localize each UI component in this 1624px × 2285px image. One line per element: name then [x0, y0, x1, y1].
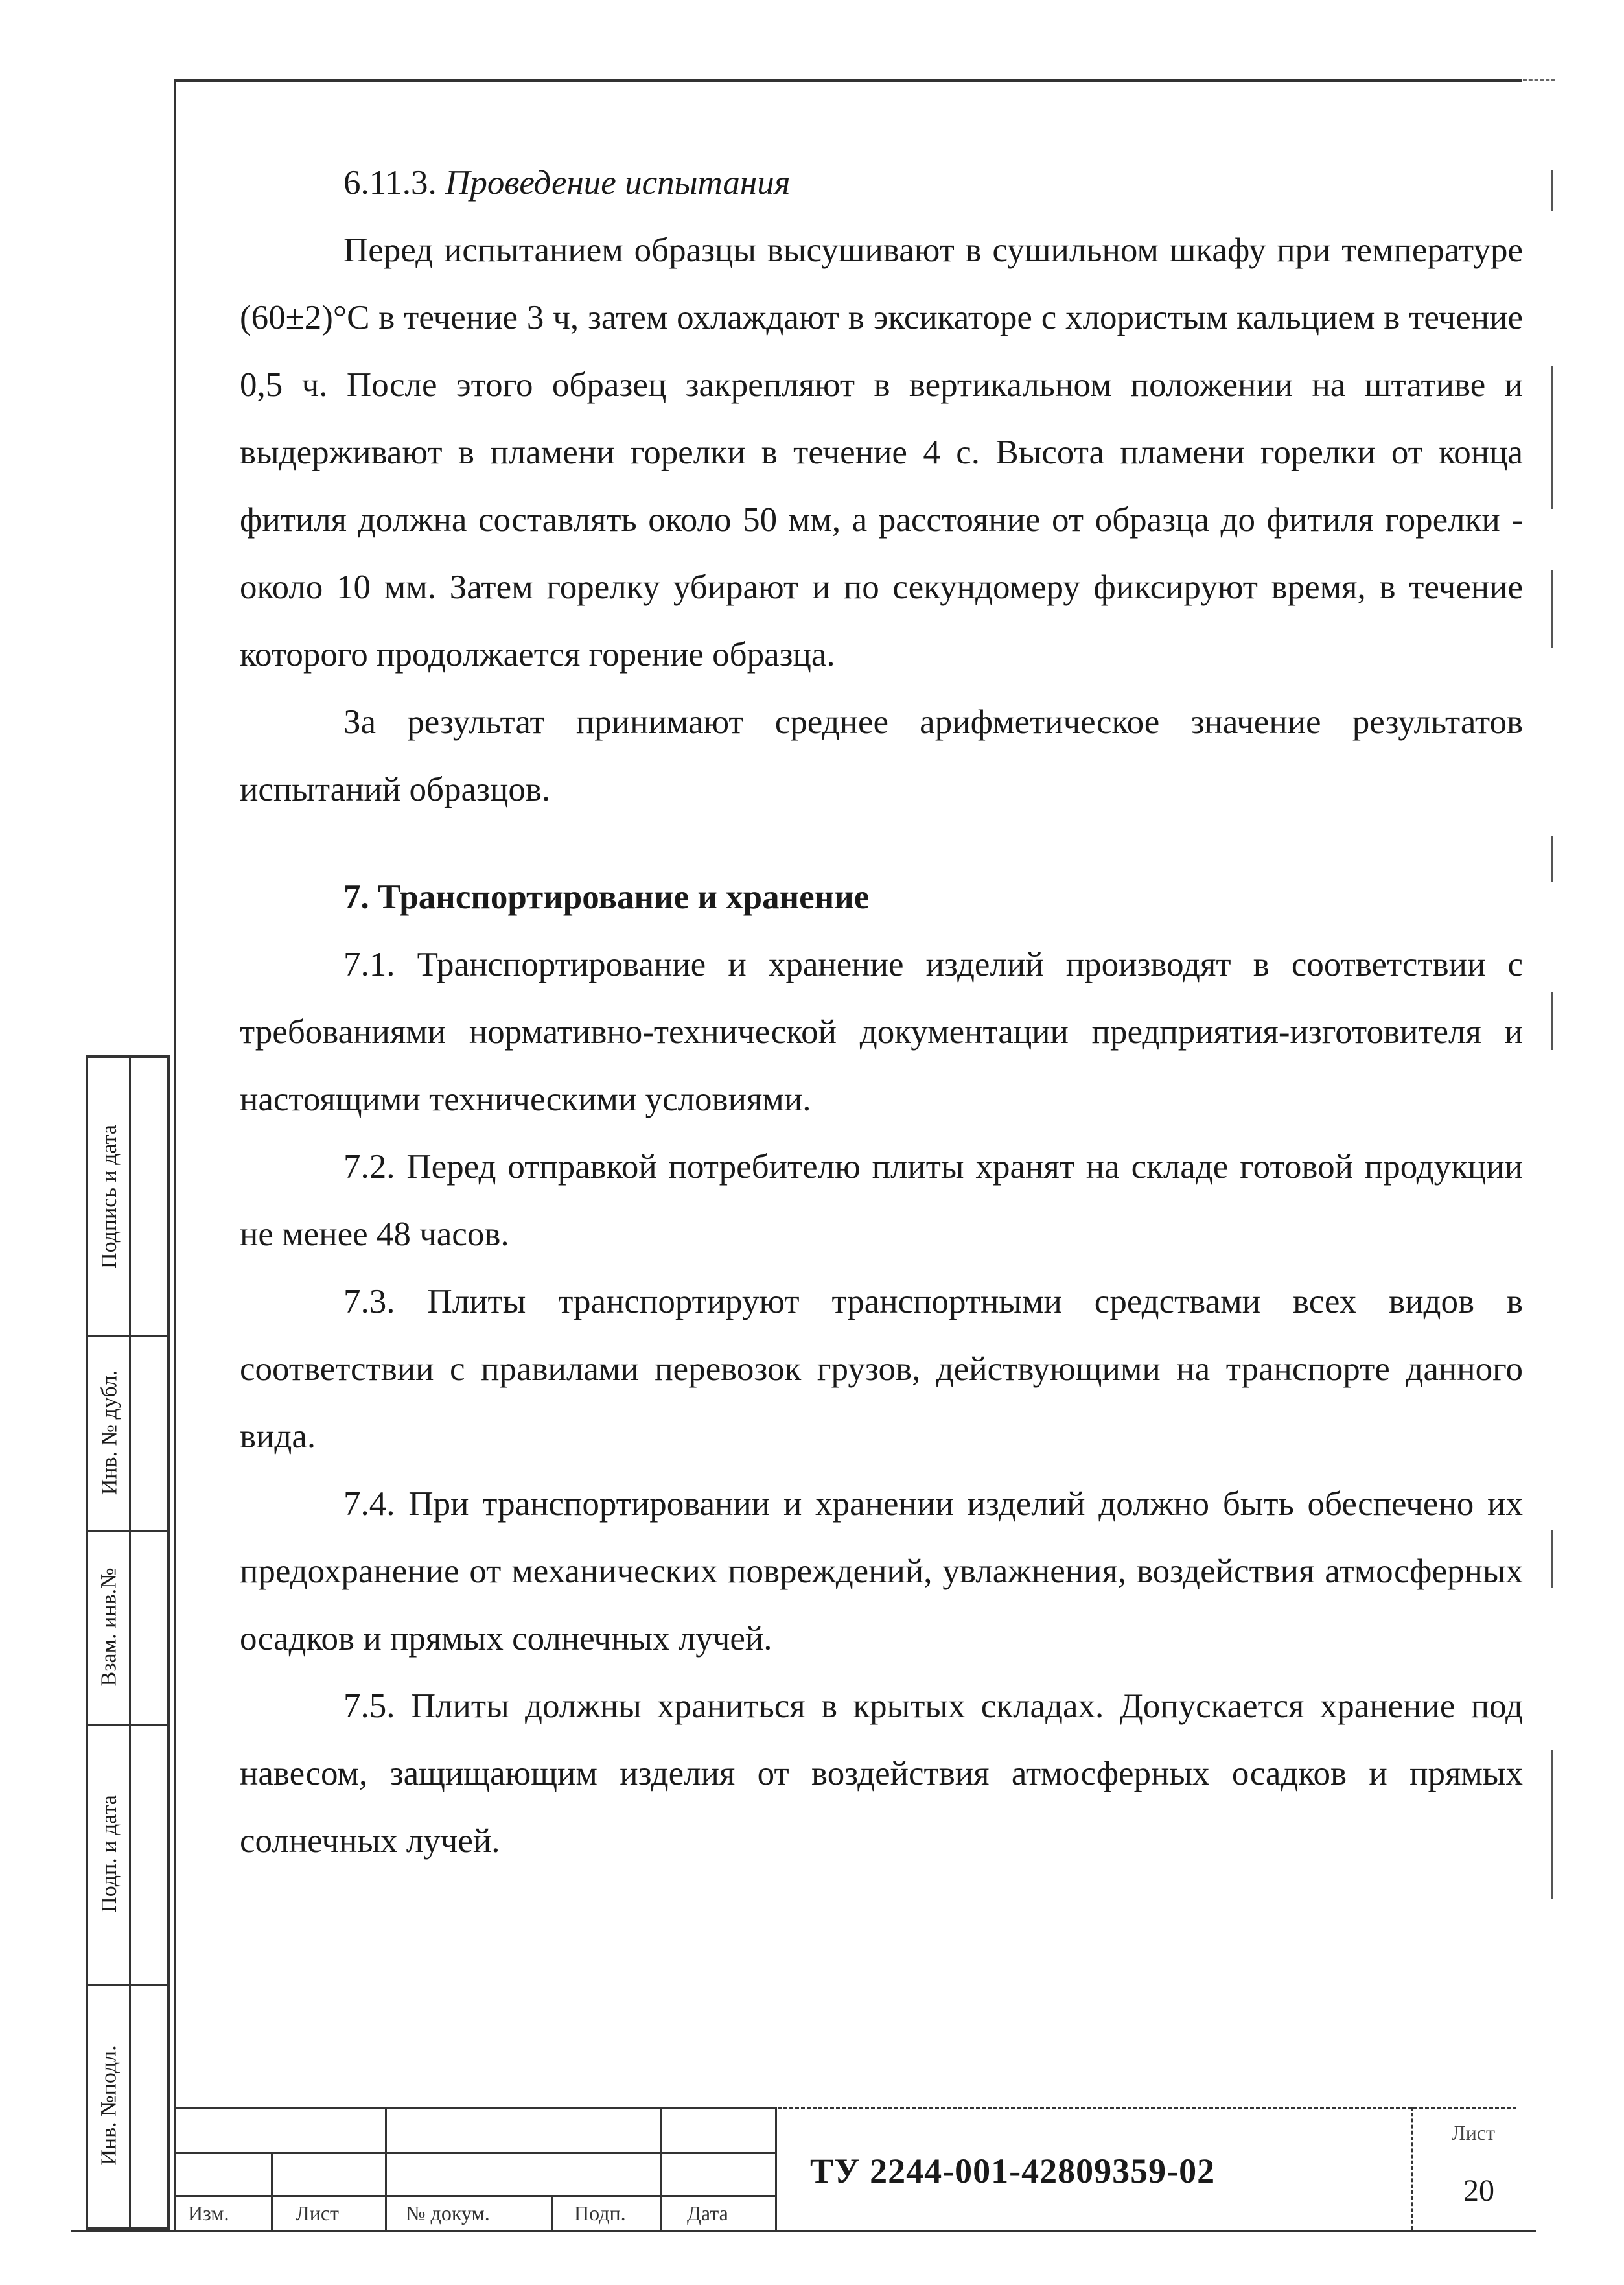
title-block-divider: [1411, 2107, 1413, 2230]
title-block-line: [174, 2107, 776, 2109]
document-body: [240, 149, 1523, 1875]
title-block-line: [778, 2107, 1516, 2109]
title-block-divider: [775, 2107, 777, 2230]
frame-bottom-line: [71, 2230, 1536, 2232]
title-block-col-date: Дата: [687, 2201, 728, 2225]
paragraph-test-result: За результат принимают среднее арифметическое значение результатов испытаний образцов.: [240, 703, 1523, 808]
scan-edge-mark: [1551, 1750, 1553, 1899]
scan-edge-mark: [1551, 992, 1553, 1050]
scan-edge-mark: [1551, 570, 1553, 648]
paragraph-test-procedure: Перед испытанием образцы высушивают в сушильном шкафу при температуре (60±2)°С в течение 3 ч, затем охлаждают в эксикаторе с хлористым кальцием в течение 0,5 ч. После этого образец закрепляют в вертикальном положении на штативе и выдерживают в пламени горелки в течение 4 с. Высота пламени горелки от конца фитиля должна составлять около 50 мм, а расстояние от образца до фитиля горелки - около 10 мм. Затем горелку убирают и по секундомеру фиксируют время, в течение которого продолжается горение образца.: [240, 231, 1523, 674]
title-block-divider: [271, 2152, 273, 2230]
title-block-line: [174, 2152, 776, 2154]
section-7-heading: 7. Транспортирование и хранение: [343, 878, 870, 916]
scan-edge-mark: [1551, 170, 1553, 211]
sidebar-cell-replacement-inventory: Взам. инв.№: [97, 1567, 122, 1687]
title-block-divider: [385, 2107, 387, 2230]
paragraph-7-4: 7.4. При транспортировании и хранении изделий должно быть обеспечено их предохранение от механических повреждений, увлажнения, воздействия атмосферных осадков и прямых солнечных лучей.: [240, 1485, 1523, 1658]
section-title: Проведение испытания: [445, 164, 791, 202]
title-block-col-signature: Подп.: [574, 2201, 626, 2225]
title-block-divider: [551, 2195, 553, 2230]
sheet-number: 20: [1463, 2174, 1494, 2208]
frame-top-line: [174, 79, 1522, 82]
sidebar-cell-original-inventory: Инв. №подл.: [97, 2045, 122, 2166]
scan-edge-mark: [1551, 1530, 1553, 1588]
title-block-col-doc-number: № докум.: [406, 2201, 490, 2225]
paragraph-7-5: 7.5. Плиты должны храниться в крытых складах. Допускается хранение под навесом, защищающим изделия от воздействия атмосферных осадков и прямых солнечных лучей.: [240, 1687, 1523, 1860]
sheet-label: Лист: [1452, 2121, 1496, 2144]
paragraph-7-3: 7.3. Плиты транспортируют транспортными средствами всех видов в соответствии с правилами перевозок грузов, действующими на транспорте данного вида.: [240, 1283, 1523, 1455]
sidebar-column-divider: [129, 1058, 131, 2227]
paragraph-7-1: 7.1. Транспортирование и хранение изделий производят в соответствии с требованиями нормативно-технической документации предприятия-изготовителя и настоящими техническими условиями.: [240, 946, 1523, 1118]
scan-edge-mark: [1551, 836, 1553, 882]
sidebar-stamp: [86, 1055, 170, 2230]
section-6-11-3-heading: [240, 149, 1523, 217]
paragraph-7-2: 7.2. Перед отправкой потребителю плиты хранят на складе готовой продукции не менее 48 часов.: [240, 1148, 1523, 1253]
title-block-line: [174, 2195, 776, 2197]
section-number: 6.11.3.: [343, 164, 437, 202]
document-code: ТУ 2244-001-42809359-02: [810, 2151, 1216, 2190]
scan-edge-mark: [1551, 366, 1553, 509]
title-block-divider: [660, 2107, 662, 2230]
title-block-col-sheet: Лист: [296, 2201, 340, 2225]
frame-corner-dash: [1523, 79, 1555, 81]
sidebar-cell-sign-date: Подп. и дата: [97, 1795, 122, 1913]
sidebar-cell-dup-inventory: Инв. № дубл.: [97, 1370, 122, 1495]
title-block-col-change: Изм.: [188, 2201, 229, 2225]
frame-left-line: [174, 79, 176, 2231]
sidebar-cell-signature-date: Подпись и дата: [97, 1125, 121, 1269]
